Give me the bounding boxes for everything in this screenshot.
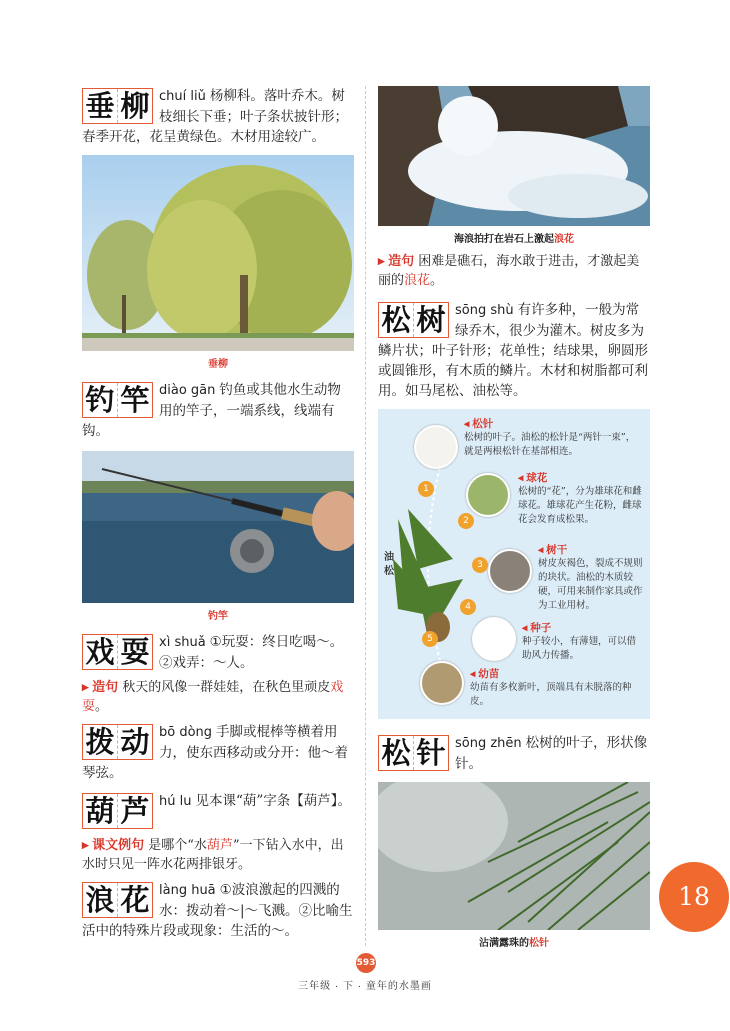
headword-box <box>82 793 153 829</box>
definition: 有许多种，一般为常绿乔木，很少为灌木。树皮多为鳞片状；叶子针形；花单性；结球果，卵圆形或圆锥形，有木质的鳞片。木材和树脂都可利用。如马尾松、油松等。 <box>378 302 648 399</box>
headword-char: 拨 <box>83 725 118 759</box>
definition: 松树的叶子，形状像针。 <box>455 735 648 772</box>
lesson-number-badge: 18 <box>659 862 729 932</box>
diagram-item-seed: ◂ 种子 种子较小，有薄翅，可以借助风力传播。 <box>522 622 637 661</box>
pinyin: hú lu <box>159 794 192 809</box>
footer-text: 三年级 · 下 · 童年的水墨画 <box>298 981 432 992</box>
left-column <box>82 86 354 941</box>
pinyin: diào gān <box>159 383 216 398</box>
needle-icon <box>414 425 458 469</box>
entry-diaogan <box>82 380 354 441</box>
entry-langhua <box>82 880 354 941</box>
diagram-item-trunk: ◂ 树干 树皮灰褐色，裂成不规则的块状。油松的木质较硬，可用来制作家具或作为工业用材。 <box>538 544 643 611</box>
headword-char: 松 <box>379 736 414 770</box>
example-sentence: ▸ 造句 困难是礁石，海水敢于进击，才激起美丽的浪花。 <box>378 253 640 288</box>
headword-box <box>82 382 153 418</box>
pinyin: sōng shù <box>455 303 514 318</box>
headword-char: 花 <box>120 883 150 917</box>
example-sentence: ▸ 造句 秋天的风像一群娃娃，在秋色里顽皮戏耍。 <box>82 679 344 714</box>
column-divider <box>365 86 367 946</box>
diagram-side-label: 油松 <box>384 552 394 577</box>
photo-caption: 海浪拍打在岩石上激起浪花 <box>454 234 574 245</box>
entry-chuiliu <box>82 86 354 147</box>
entry-hulu <box>82 791 354 831</box>
pinyin: sōng zhēn <box>455 736 522 751</box>
headword-char: 动 <box>120 725 150 759</box>
headword-char: 浪 <box>83 883 118 917</box>
entry-songshu <box>378 300 650 401</box>
headword-char: 柳 <box>120 89 150 123</box>
photo-caption: 钓竿 <box>208 611 228 622</box>
willow-photo <box>82 155 354 351</box>
headword-box <box>378 735 449 771</box>
seed-icon <box>472 617 516 661</box>
definition: 杨柳科。落叶乔木。树枝细长下垂；叶子条状披针形；春季开花，花呈黄绿色。木材用途较广。 <box>82 88 348 145</box>
cone-flower-icon <box>466 473 510 517</box>
photo-caption: 垂柳 <box>208 359 228 370</box>
pinyin: chuí liǔ <box>159 89 206 104</box>
diagram-item-seedling: ◂ 幼苗 幼苗有多枚新叶，顶端具有未脱落的种皮。 <box>470 668 632 707</box>
example-sentence: ▸ 课文例句 是哪个“水葫芦”一下钻入水中，出水时只见一阵水花两排银牙。 <box>82 837 344 872</box>
headword-char: 戏 <box>83 635 118 669</box>
page-number: 593 <box>356 953 376 973</box>
headword-box <box>378 302 449 338</box>
headword-box <box>82 724 153 760</box>
headword-char: 芦 <box>120 794 150 828</box>
diagram-step-number: 5 <box>422 631 438 647</box>
headword-box <box>82 634 153 670</box>
seedling-icon <box>420 661 464 705</box>
headword-box <box>82 882 153 918</box>
right-column <box>378 86 650 955</box>
headword-box <box>82 88 153 124</box>
diagram-step-number: 1 <box>418 481 434 497</box>
headword-char: 竿 <box>120 383 150 417</box>
headword-char: 耍 <box>120 635 150 669</box>
pine-needle-photo <box>378 782 650 930</box>
pinyin: xì shuǎ <box>159 635 206 650</box>
headword-char: 垂 <box>83 89 118 123</box>
photo-caption: 沾满露珠的松针 <box>479 938 549 949</box>
wave-photo <box>378 86 650 226</box>
entry-songzhen <box>378 733 650 774</box>
entry-xishua <box>82 632 354 673</box>
headword-char: 钓 <box>83 383 118 417</box>
diagram-item-flower: ◂ 球花 松树的“花”，分为雄球花和雌球花。雄球花产生花粉，雌球花会发育成松果。 <box>518 472 642 525</box>
diagram-step-number: 2 <box>458 513 474 529</box>
pinyin: bō dòng <box>159 725 213 740</box>
entry-bodong <box>82 722 354 783</box>
definition: 手脚或棍棒等横着用力，使东西移动或分开：他～着琴弦。 <box>82 724 348 781</box>
headword-char: 针 <box>416 736 446 770</box>
diagram-item-needle: ◂ 松针 松树的叶子。油松的松针是“两针一束”，就是两根松针在基部相连。 <box>464 418 636 457</box>
definition: 见本课“葫”字条【葫芦】。 <box>195 793 352 809</box>
diagram-step-number: 3 <box>472 557 488 573</box>
trunk-icon <box>488 549 532 593</box>
headword-char: 葫 <box>83 794 118 828</box>
fishing-rod-photo <box>82 451 354 603</box>
pinyin: làng huā <box>159 883 216 898</box>
headword-char: 树 <box>416 303 446 337</box>
headword-char: 松 <box>379 303 414 337</box>
definition: 钓鱼或其他水生动物用的竿子，一端系线，线端有钩。 <box>82 382 341 439</box>
definition: ①玩耍：终日吃喝～。②戏弄：～人。 <box>159 634 344 671</box>
pine-diagram <box>378 409 650 719</box>
definition: ①波浪激起的四溅的水：拨动着～|～飞溅。②比喻生活中的特殊片段或现象：生活的～。 <box>82 882 353 939</box>
diagram-step-number: 4 <box>460 599 476 615</box>
